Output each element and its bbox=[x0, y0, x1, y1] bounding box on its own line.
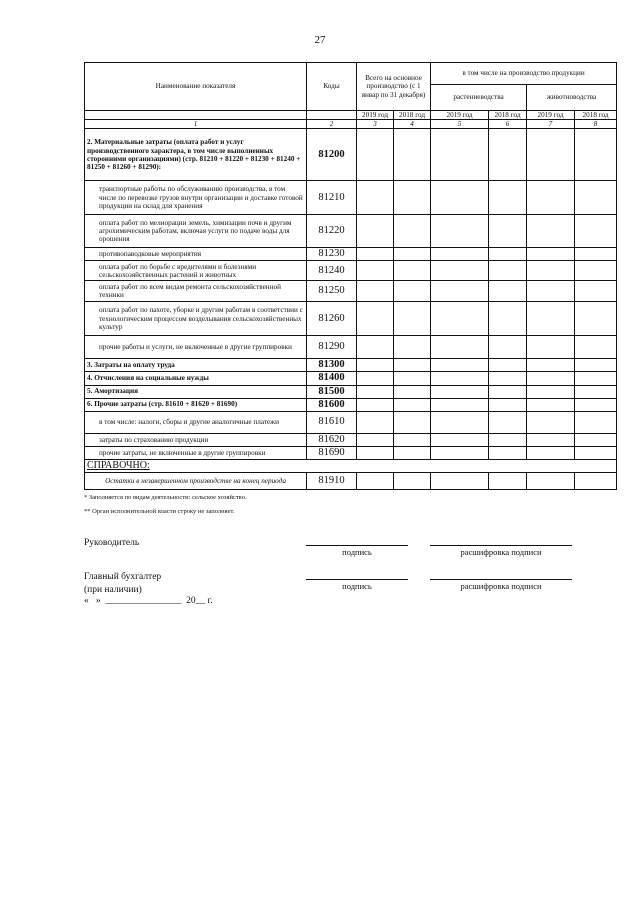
value-cell[interactable] bbox=[431, 372, 489, 385]
value-cell[interactable] bbox=[431, 129, 489, 181]
value-cell[interactable] bbox=[431, 261, 489, 281]
column-numbers-row bbox=[85, 120, 617, 129]
value-cell[interactable] bbox=[431, 472, 489, 489]
value-cell[interactable] bbox=[489, 281, 527, 302]
value-cell[interactable] bbox=[527, 129, 575, 181]
value-cell[interactable] bbox=[489, 261, 527, 281]
value-cell[interactable] bbox=[357, 411, 394, 433]
row-name: оплата работ по пахоте, уборке и другим работам в соответствии с технологическим процессом возделывания сельскохозяйственных культур bbox=[85, 302, 307, 336]
value-cell[interactable] bbox=[489, 433, 527, 446]
year-header: 2018 год bbox=[394, 111, 431, 120]
value-cell[interactable] bbox=[489, 472, 527, 489]
value-cell[interactable] bbox=[527, 411, 575, 433]
value-cell[interactable] bbox=[575, 215, 617, 248]
row-name: оплата работ по мелиорации земель, химизации почв и другим агрохимическим работам, включая услуги по подаче воды для орошения bbox=[85, 215, 307, 248]
value-cell[interactable] bbox=[431, 446, 489, 459]
column-number: 4 bbox=[394, 120, 431, 129]
value-cell[interactable] bbox=[394, 336, 431, 359]
row-code: 81210 bbox=[307, 181, 357, 215]
value-cell[interactable] bbox=[489, 446, 527, 459]
decoding-caption: расшифровка подписи bbox=[460, 547, 542, 557]
reference-label: СПРАВОЧНО: bbox=[85, 459, 617, 472]
value-cell[interactable] bbox=[489, 129, 527, 181]
footnote: ** Орган исполнительной власти строку не заполняет. bbox=[84, 508, 235, 515]
row-code: 81620 bbox=[307, 433, 357, 446]
year-header: 2018 год bbox=[575, 111, 617, 120]
value-cell[interactable] bbox=[431, 336, 489, 359]
row-code: 81260 bbox=[307, 302, 357, 336]
value-cell[interactable] bbox=[394, 359, 431, 372]
value-cell[interactable] bbox=[357, 261, 394, 281]
row-name: Остатки в незавершенном производстве на конец периода bbox=[85, 472, 307, 489]
row-name: оплата работ по всем видам ремонта сельскохозяйственной техники bbox=[85, 281, 307, 302]
value-cell[interactable] bbox=[357, 181, 394, 215]
costs-table bbox=[84, 62, 617, 490]
value-cell[interactable] bbox=[575, 281, 617, 302]
table-row bbox=[85, 248, 617, 261]
value-cell[interactable] bbox=[489, 336, 527, 359]
value-cell[interactable] bbox=[357, 281, 394, 302]
table-row bbox=[85, 385, 617, 398]
value-cell[interactable] bbox=[431, 302, 489, 336]
value-cell[interactable] bbox=[527, 446, 575, 459]
value-cell[interactable] bbox=[527, 281, 575, 302]
value-cell[interactable] bbox=[431, 248, 489, 261]
value-cell[interactable] bbox=[575, 411, 617, 433]
value-cell[interactable] bbox=[357, 302, 394, 336]
value-cell[interactable] bbox=[489, 359, 527, 372]
head-decoding-line[interactable] bbox=[430, 545, 572, 546]
row-name: 5. Амортизация bbox=[85, 385, 307, 398]
value-cell[interactable] bbox=[575, 129, 617, 181]
decoding-caption: расшифровка подписи bbox=[460, 581, 542, 591]
header-including: в том числе на производство продукции bbox=[431, 63, 617, 85]
value-cell[interactable] bbox=[489, 411, 527, 433]
value-cell[interactable] bbox=[527, 433, 575, 446]
row-name: 3. Затраты на оплату труда bbox=[85, 359, 307, 372]
header-name: Наименование показателя bbox=[85, 63, 307, 111]
value-cell[interactable] bbox=[394, 129, 431, 181]
row-name: прочие работы и услуги, не включенные в другие группировки bbox=[85, 336, 307, 359]
value-cell[interactable] bbox=[357, 398, 394, 411]
value-cell[interactable] bbox=[575, 261, 617, 281]
value-cell[interactable] bbox=[357, 385, 394, 398]
column-number: 5 bbox=[431, 120, 489, 129]
year-header: 2019 год bbox=[357, 111, 394, 120]
value-cell[interactable] bbox=[527, 261, 575, 281]
accountant-decoding-line[interactable] bbox=[430, 579, 572, 580]
head-label: Руководитель bbox=[84, 538, 140, 548]
row-code: 81300 bbox=[307, 359, 357, 372]
header-codes: Коды bbox=[307, 63, 357, 111]
accountant-note: (при наличии) bbox=[84, 585, 142, 595]
table-row bbox=[85, 372, 617, 385]
row-name: прочие затраты, не включенные в другие группировки bbox=[85, 446, 307, 459]
year-header: 2019 год bbox=[431, 111, 489, 120]
row-code: 81690 bbox=[307, 446, 357, 459]
value-cell[interactable] bbox=[394, 372, 431, 385]
value-cell[interactable] bbox=[489, 215, 527, 248]
value-cell[interactable] bbox=[431, 215, 489, 248]
footnotes bbox=[84, 491, 247, 519]
value-cell[interactable] bbox=[431, 385, 489, 398]
value-cell[interactable] bbox=[527, 336, 575, 359]
value-cell[interactable] bbox=[357, 336, 394, 359]
row-code: 81500 bbox=[307, 385, 357, 398]
value-cell[interactable] bbox=[575, 472, 617, 489]
value-cell[interactable] bbox=[394, 181, 431, 215]
table-row bbox=[85, 129, 617, 181]
accountant-label: Главный бухгалтер bbox=[84, 572, 162, 582]
row-code: 81250 bbox=[307, 281, 357, 302]
table-row bbox=[85, 433, 617, 446]
row-name: противопаводковые мероприятия bbox=[85, 248, 307, 261]
value-cell[interactable] bbox=[431, 359, 489, 372]
value-cell[interactable] bbox=[431, 398, 489, 411]
value-cell[interactable] bbox=[527, 398, 575, 411]
value-cell[interactable] bbox=[357, 372, 394, 385]
value-cell[interactable] bbox=[394, 433, 431, 446]
row-code: 81400 bbox=[307, 372, 357, 385]
value-cell[interactable] bbox=[394, 385, 431, 398]
reference-label-row bbox=[85, 459, 617, 472]
value-cell[interactable] bbox=[489, 385, 527, 398]
row-name: 4. Отчисления на социальные нужды bbox=[85, 372, 307, 385]
value-cell[interactable] bbox=[357, 215, 394, 248]
footnote: * Заполняется по видам деятельности: сельское хозяйство. bbox=[84, 494, 247, 501]
table-row bbox=[85, 281, 617, 302]
value-cell[interactable] bbox=[394, 248, 431, 261]
value-cell[interactable] bbox=[394, 398, 431, 411]
column-number: 1 bbox=[85, 120, 307, 129]
header-livestock: животноводства bbox=[527, 85, 617, 111]
value-cell[interactable] bbox=[431, 181, 489, 215]
column-number: 7 bbox=[527, 120, 575, 129]
value-cell[interactable] bbox=[575, 433, 617, 446]
table-row bbox=[85, 181, 617, 215]
header-crop: растениеводства bbox=[431, 85, 527, 111]
value-cell[interactable] bbox=[575, 181, 617, 215]
value-cell[interactable] bbox=[527, 215, 575, 248]
value-cell[interactable] bbox=[357, 359, 394, 372]
value-cell[interactable] bbox=[394, 411, 431, 433]
table-row bbox=[85, 359, 617, 372]
row-name: 2. Материальные затраты (оплата работ и услуг производственного характера, в том числе выполненных сторонними организациями) (стр. 81210 + 81220 + 81230 + 81240 + 81250 + 81260 + 81290): bbox=[85, 129, 307, 181]
value-cell[interactable] bbox=[431, 411, 489, 433]
value-cell[interactable] bbox=[527, 472, 575, 489]
table-row bbox=[85, 398, 617, 411]
row-code: 81610 bbox=[307, 411, 357, 433]
value-cell[interactable] bbox=[575, 398, 617, 411]
row-code: 81290 bbox=[307, 336, 357, 359]
signature-caption: подпись bbox=[342, 581, 372, 591]
column-number: 8 bbox=[575, 120, 617, 129]
signature-caption: подпись bbox=[342, 547, 372, 557]
row-code: 81200 bbox=[307, 129, 357, 181]
value-cell[interactable] bbox=[394, 261, 431, 281]
head-signature-line[interactable] bbox=[306, 545, 408, 546]
value-cell[interactable] bbox=[394, 215, 431, 248]
value-cell[interactable] bbox=[357, 129, 394, 181]
value-cell[interactable] bbox=[575, 359, 617, 372]
table-row bbox=[85, 446, 617, 459]
value-cell[interactable] bbox=[489, 248, 527, 261]
value-cell[interactable] bbox=[431, 281, 489, 302]
value-cell[interactable] bbox=[431, 433, 489, 446]
date-line[interactable]: « » ________________ 20__ г. bbox=[84, 596, 213, 606]
table-row bbox=[85, 336, 617, 359]
value-cell[interactable] bbox=[527, 181, 575, 215]
row-name: транспортные работы по обслуживанию производства, в том числе по перевозке грузов внутри организации и доставке готовой продукции на склад для хранения bbox=[85, 181, 307, 215]
value-cell[interactable] bbox=[575, 248, 617, 261]
value-cell[interactable] bbox=[357, 433, 394, 446]
value-cell[interactable] bbox=[357, 248, 394, 261]
column-number: 6 bbox=[489, 120, 527, 129]
accountant-signature-line[interactable] bbox=[306, 579, 408, 580]
value-cell[interactable] bbox=[527, 359, 575, 372]
column-number: 2 bbox=[307, 120, 357, 129]
value-cell[interactable] bbox=[489, 181, 527, 215]
value-cell[interactable] bbox=[527, 385, 575, 398]
row-name: 6. Прочие затраты (стр. 81610 + 81620 + 81690) bbox=[85, 398, 307, 411]
value-cell[interactable] bbox=[575, 302, 617, 336]
header-total: Всего на основное производство (с 1 январ по 31 декабря) bbox=[357, 63, 431, 111]
row-code: 81910 bbox=[307, 472, 357, 489]
value-cell[interactable] bbox=[575, 385, 617, 398]
value-cell[interactable] bbox=[575, 446, 617, 459]
value-cell[interactable] bbox=[489, 302, 527, 336]
row-name: в том числе: налоги, сборы и другие аналогичные платежи bbox=[85, 411, 307, 433]
row-name: затраты по страхованию продукции bbox=[85, 433, 307, 446]
table-row bbox=[85, 302, 617, 336]
value-cell[interactable] bbox=[394, 281, 431, 302]
value-cell[interactable] bbox=[357, 472, 394, 489]
row-code: 81220 bbox=[307, 215, 357, 248]
value-cell[interactable] bbox=[527, 372, 575, 385]
year-header: 2019 год bbox=[527, 111, 575, 120]
table-row bbox=[85, 411, 617, 433]
row-code: 81240 bbox=[307, 261, 357, 281]
row-name: оплата работ по борьбе с вредителями и болезнями сельскохозяйственных растений и животных bbox=[85, 261, 307, 281]
value-cell[interactable] bbox=[527, 248, 575, 261]
value-cell[interactable] bbox=[489, 398, 527, 411]
page-number: 27 bbox=[314, 34, 326, 46]
value-cell[interactable] bbox=[394, 446, 431, 459]
row-code: 81230 bbox=[307, 248, 357, 261]
row-code: 81600 bbox=[307, 398, 357, 411]
year-header: 2018 год bbox=[489, 111, 527, 120]
column-number: 3 bbox=[357, 120, 394, 129]
value-cell[interactable] bbox=[575, 336, 617, 359]
value-cell[interactable] bbox=[489, 372, 527, 385]
value-cell[interactable] bbox=[357, 446, 394, 459]
table-row bbox=[85, 215, 617, 248]
value-cell[interactable] bbox=[575, 372, 617, 385]
value-cell[interactable] bbox=[527, 302, 575, 336]
value-cell[interactable] bbox=[394, 472, 431, 489]
table-row bbox=[85, 261, 617, 281]
table-row bbox=[85, 472, 617, 489]
value-cell[interactable] bbox=[394, 302, 431, 336]
